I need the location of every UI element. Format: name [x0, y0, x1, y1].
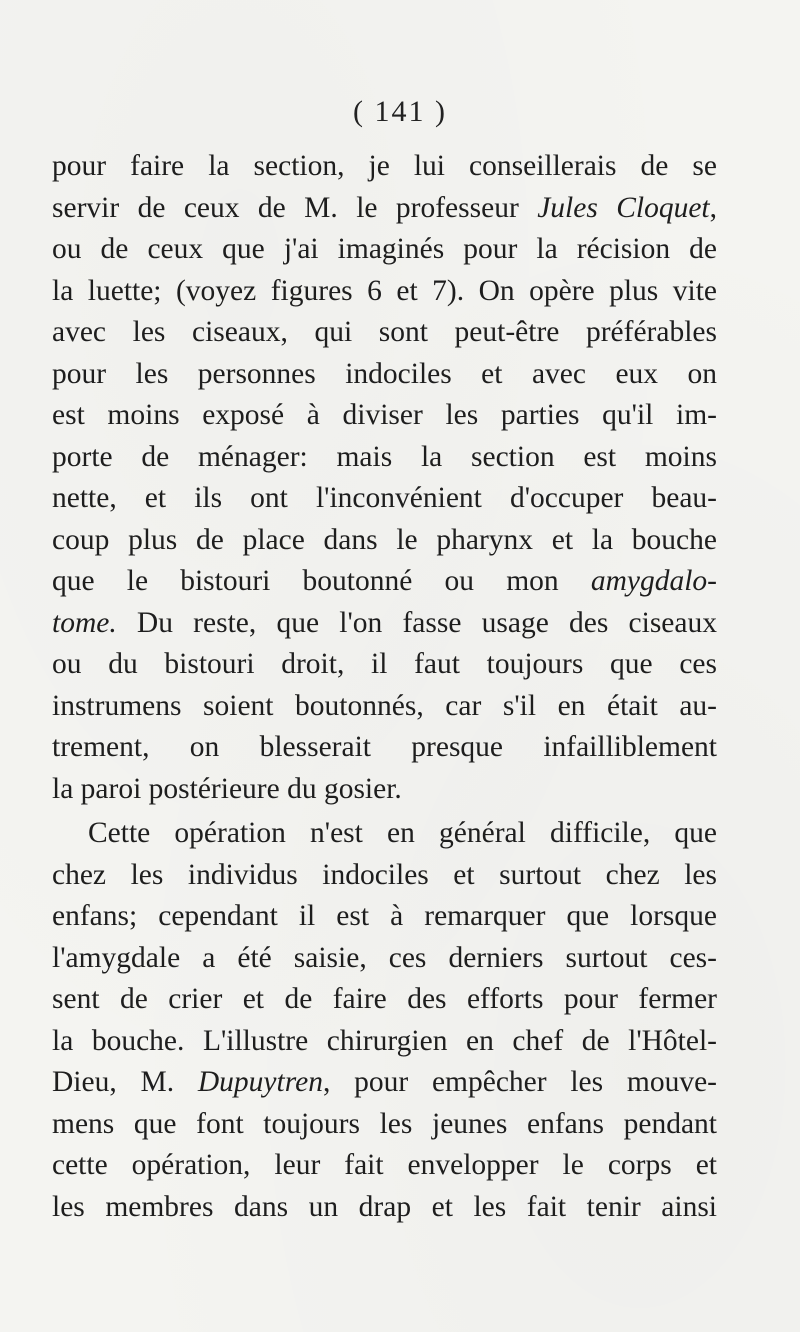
text-line-14: instrumens soient boutonnés, car s'il en était au- [52, 689, 717, 722]
text-line-1: pour faire la section, je lui conseillerais de se [52, 150, 717, 182]
text-line-2-end: , [709, 191, 717, 224]
text-line-19: enfans; cependant il est à remarquer que lorsque [52, 900, 717, 932]
text-line-10: coup plus de place dans le pharynx et la bouche [52, 523, 717, 556]
text-line-9: nette, et ils ont l'inconvénient d'occuper beau- [52, 482, 717, 514]
text-line-4: la luette; (voyez figures 6 et 7). On opère plus vite [52, 274, 717, 307]
text-line-20: l'amygdale a été saisie, ces derniers surtout ces- [52, 941, 717, 974]
text-line-2-start: servir de ceux de M. le professeur [52, 191, 538, 224]
author-name-cloquet: Jules Cloquet [537, 191, 710, 224]
text-line-26: les membres dans un drap et les fait tenir ainsi [52, 1190, 717, 1223]
text-line-24: mens que font toujours les jeunes enfans pendant [52, 1107, 717, 1140]
text-line-16: la paroi postérieure du gosier. [52, 772, 402, 805]
text-line-8: porte de ménager: mais la section est moins [52, 440, 717, 473]
text-line-17: Cette opération n'est en général difficile, que [88, 817, 717, 849]
term-amygdalotome: amygdalo- [590, 565, 717, 597]
text-line-13: ou du bistouri droit, il faut toujours que ces [52, 648, 717, 680]
text-line-25: cette opération, leur fait envelopper le corps et [52, 1149, 717, 1181]
text-line-2 [52, 188, 717, 230]
text-line-23-start: Dieu, M. [52, 1066, 198, 1098]
term-amygdalotome-end: tome. [52, 606, 117, 639]
page-number: ( 141 ) [353, 95, 447, 128]
text-line-23 [52, 1062, 717, 1104]
text-line-12 [52, 603, 717, 645]
text-line-11-start: que le bistouri boutonné ou mon [52, 565, 591, 597]
text-line-21: sent de crier et de faire des efforts pour fermer [52, 983, 717, 1015]
text-line-3: ou de ceux que j'ai imaginés pour la récision de [52, 233, 717, 265]
text-line-5: avec les ciseaux, qui sont peut-être préférables [52, 316, 717, 348]
text-line-15: trement, on blesserait presque infailliblement [52, 731, 717, 763]
text-line-11 [52, 561, 717, 603]
text-line-18: chez les individus indociles et surtout chez les [52, 858, 717, 891]
text-line-23-end: , pour empêcher les mouve- [322, 1066, 718, 1098]
text-line-22: la bouche. L'illustre chirurgien en chef de l'Hôtel- [52, 1024, 717, 1057]
text-line-7: est moins exposé à diviser les parties qu'il im- [52, 399, 717, 431]
author-name-dupuytren: Dupuytren [197, 1066, 323, 1098]
text-line-6: pour les personnes indociles et avec eux on [52, 357, 717, 390]
body-text [52, 146, 717, 1228]
text-line-12-end: Du reste, que l'on fasse usage des ciseaux [116, 606, 717, 639]
